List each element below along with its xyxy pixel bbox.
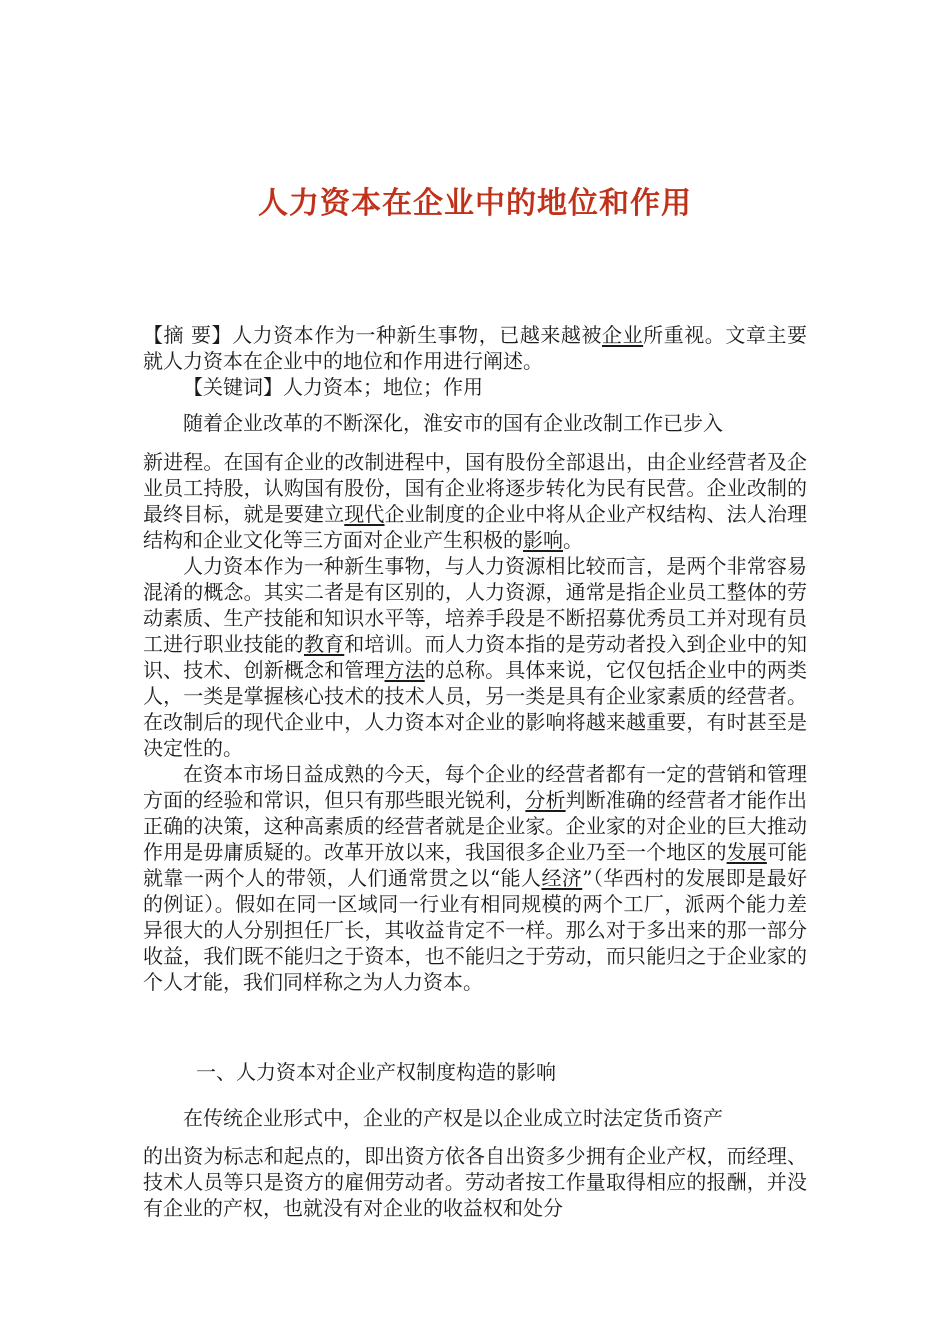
section-heading-1: 一、人力资本对企业产权制度构造的影响: [196, 1060, 556, 1084]
abstract-block: [143, 322, 807, 400]
keywords-line: 【关键词】人力资本；地位；作用: [183, 375, 483, 399]
link-influence[interactable]: 影响: [523, 528, 563, 552]
paragraph-4: 的出资为标志和起点的，即出资方依各自出资多少拥有企业产权，而经理、技术人员等只是资方的雇佣劳动者。劳动者按工作量取得相应的报酬，并没有企业的产权，也就没有对企业的收益权和处分: [143, 1144, 807, 1220]
link-analysis[interactable]: 分析: [525, 788, 566, 812]
paragraph-1: 新进程。在国有企业的改制进程中，国有股份全部退出，由企业经营者及企业员工持股，认购国有股份，国有企业将逐步转化为民有民营。企业改制的最终目标，就是要建立现代企业制度的企业中将从企业产权结构、法人治理结构和企业文化等三方面对企业产生积极的影响。: [143, 450, 807, 552]
paragraph-4-first-line: 在传统企业形式中，企业的产权是以企业成立时法定货币资产: [183, 1106, 723, 1130]
link-education[interactable]: 教育: [304, 632, 345, 656]
abstract-paragraph: 【摘 要】人力资本作为一种新生事物，已越来越被企业所重视。文章主要就人力资本在企业中的地位和作用进行阐述。: [143, 323, 808, 373]
paragraph-2: 人力资本作为一种新生事物，与人力资源相比较而言，是两个非常容易混淆的概念。其实二者是有区别的，人力资源，通常是指企业员工整体的劳动素质、生产技能和知识水平等，培养手段是不断招募优秀员工并对现有员工进行职业技能的教育和培训。而人力资本指的是劳动者投入到企业中的知识、技术、创新概念和管理方法的总称。具体来说，它仅包括企业中的两类人，一类是掌握核心技术的技术人员，另一类是具有企业家素质的经营者。在改制后的现代企业中，人力资本对企业的影响将越来越重要，有时甚至是决定性的。: [143, 554, 807, 760]
link-enterprise[interactable]: 企业: [602, 323, 644, 347]
link-development[interactable]: 发展: [726, 840, 767, 864]
main-text-block: [143, 449, 807, 995]
paragraph-1-first-line: 随着企业改革的不断深化，淮安市的国有企业改制工作已步入: [183, 411, 723, 435]
link-method[interactable]: 方法: [384, 658, 425, 682]
link-modern[interactable]: 现代: [344, 502, 385, 526]
document-title: 人力资本在企业中的地位和作用: [258, 186, 692, 221]
paragraph-3: 在资本市场日益成熟的今天，每个企业的经营者都有一定的营销和管理方面的经验和常识，但只有那些眼光锐利，分析判断准确的经营者才能作出正确的决策，这种高素质的经营者就是企业家。企业家的对企业的巨大推动作用是毋庸质疑的。改革开放以来，我国很多企业乃至一个地区的发展可能就靠一两个人的带领，人们通常贯之以“能人经济”（华西村的发展即是最好的例证）。假如在同一区域同一行业有相同规模的两个工厂，派两个能力差异很大的人分别担任厂长，其收益肯定不一样。那么对于多出来的那一部分收益，我们既不能归之于资本，也不能归之于劳动，而只能归之于企业家的个人才能，我们同样称之为人力资本。: [143, 762, 808, 994]
link-economy[interactable]: 经济: [541, 866, 583, 890]
